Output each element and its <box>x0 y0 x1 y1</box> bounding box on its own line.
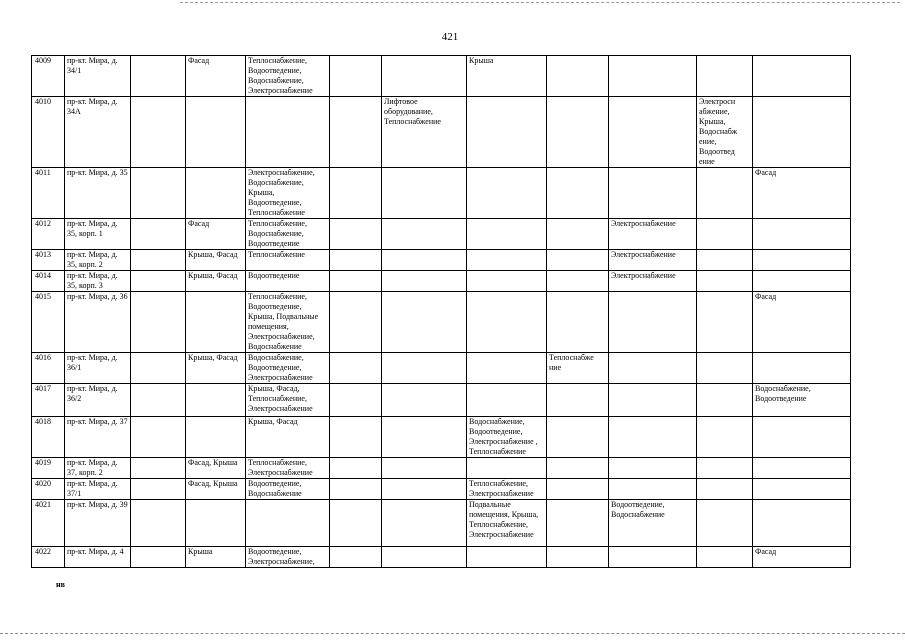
work-col-6-cell <box>382 458 467 479</box>
work-col-3-cell: Фасад, Крыша <box>186 458 246 479</box>
work-col-6-cell <box>382 417 467 458</box>
work-col-8-cell <box>547 292 609 353</box>
address-cell: пр-кт. Мира, д. 36/1 <box>65 353 131 384</box>
row-number-cell: 4018 <box>32 417 65 458</box>
repair-schedule-table <box>31 55 851 568</box>
work-col-2-cell <box>131 292 186 353</box>
work-col-3-cell: Крыша, Фасад <box>186 353 246 384</box>
table-row <box>32 500 851 547</box>
work-col-3-cell: Фасад <box>186 56 246 97</box>
work-col-3-cell: Крыша, Фасад <box>186 250 246 271</box>
work-col-9-cell <box>609 384 697 417</box>
row-number-cell: 4019 <box>32 458 65 479</box>
work-col-6-cell <box>382 219 467 250</box>
table-row <box>32 479 851 500</box>
work-col-4-cell: Теплоснабжение, Водоотведение, Крыша, Подвальные помещения, Электроснабжение, Водоснабжение <box>246 292 330 353</box>
work-col-3-cell <box>186 384 246 417</box>
row-number-cell: 4009 <box>32 56 65 97</box>
work-col-7-cell <box>467 250 547 271</box>
work-col-9-cell: Электроснабжение <box>609 250 697 271</box>
work-col-3-cell: Крыша, Фасад <box>186 271 246 292</box>
table-row <box>32 384 851 417</box>
work-col-11-cell <box>753 479 851 500</box>
work-col-11-cell <box>753 97 851 168</box>
work-col-4-cell: Крыша, Фасад, Теплоснабжение, Электроснабжение <box>246 384 330 417</box>
row-number-cell: 4010 <box>32 97 65 168</box>
work-col-8-cell <box>547 384 609 417</box>
work-col-2-cell <box>131 168 186 219</box>
address-cell: пр-кт. Мира, д. 34/1 <box>65 56 131 97</box>
address-cell: пр-кт. Мира, д. 35, корп. 1 <box>65 219 131 250</box>
work-col-4-cell <box>246 500 330 547</box>
row-number-cell: 4021 <box>32 500 65 547</box>
table-row <box>32 56 851 97</box>
work-col-2-cell <box>131 271 186 292</box>
work-col-2-cell <box>131 458 186 479</box>
work-col-9-cell <box>609 168 697 219</box>
work-col-8-cell <box>547 458 609 479</box>
work-col-4-cell <box>246 97 330 168</box>
work-col-4-cell: Теплоснабжение, Электроснабжение <box>246 458 330 479</box>
work-col-10-cell <box>697 219 753 250</box>
work-col-4-cell: Теплоснабжение <box>246 250 330 271</box>
work-col-10-cell <box>697 292 753 353</box>
work-col-11-cell: Фасад <box>753 292 851 353</box>
work-col-2-cell <box>131 219 186 250</box>
work-col-11-cell <box>753 417 851 458</box>
work-col-2-cell <box>131 479 186 500</box>
address-cell: пр-кт. Мира, д. 37, корп. 2 <box>65 458 131 479</box>
work-col-8-cell: Теплоснабже ние <box>547 353 609 384</box>
table-row <box>32 417 851 458</box>
address-cell: пр-кт. Мира, д. 37/1 <box>65 479 131 500</box>
work-col-8-cell <box>547 479 609 500</box>
work-col-4-cell: Электроснабжение, Водоснабжение, Крыша, Водоотведение, Теплоснабжение <box>246 168 330 219</box>
work-col-9-cell: Электроснабжение <box>609 219 697 250</box>
work-col-5-cell <box>330 219 382 250</box>
work-col-10-cell <box>697 56 753 97</box>
work-col-8-cell <box>547 271 609 292</box>
work-col-5-cell <box>330 500 382 547</box>
table-row <box>32 97 851 168</box>
work-col-8-cell <box>547 250 609 271</box>
work-col-5-cell <box>330 384 382 417</box>
work-col-5-cell <box>330 479 382 500</box>
address-cell: пр-кт. Мира, д. 35 <box>65 168 131 219</box>
work-col-10-cell <box>697 168 753 219</box>
work-col-3-cell <box>186 97 246 168</box>
scan-artifact-top <box>180 2 900 3</box>
work-col-4-cell: Водоотведение, Электроснабжение, <box>246 547 330 568</box>
row-number-cell: 4014 <box>32 271 65 292</box>
work-col-3-cell: Фасад <box>186 219 246 250</box>
row-number-cell: 4013 <box>32 250 65 271</box>
work-col-7-cell: Подвальные помещения, Крыша, Теплоснабжение, Электроснабжение <box>467 500 547 547</box>
work-col-6-cell <box>382 353 467 384</box>
work-col-6-cell <box>382 547 467 568</box>
work-col-8-cell <box>547 417 609 458</box>
work-col-7-cell <box>467 353 547 384</box>
address-cell: пр-кт. Мира, д. 35, корп. 3 <box>65 271 131 292</box>
table-row <box>32 353 851 384</box>
work-col-10-cell <box>697 417 753 458</box>
work-col-11-cell <box>753 250 851 271</box>
work-col-5-cell <box>330 417 382 458</box>
work-col-6-cell <box>382 271 467 292</box>
work-col-8-cell <box>547 168 609 219</box>
work-col-8-cell <box>547 219 609 250</box>
work-col-4-cell: Теплоснабжение, Водоотведение, Водоснабжение, Электроснабжение <box>246 56 330 97</box>
work-col-5-cell <box>330 292 382 353</box>
address-cell: пр-кт. Мира, д. 34А <box>65 97 131 168</box>
work-col-6-cell <box>382 292 467 353</box>
work-col-9-cell: Водоотведение, Водоснабжение <box>609 500 697 547</box>
table-row <box>32 458 851 479</box>
work-col-9-cell <box>609 292 697 353</box>
work-col-5-cell <box>330 97 382 168</box>
address-cell: пр-кт. Мира, д. 36/2 <box>65 384 131 417</box>
work-col-2-cell <box>131 353 186 384</box>
work-col-6-cell <box>382 56 467 97</box>
work-col-7-cell <box>467 97 547 168</box>
work-col-10-cell <box>697 384 753 417</box>
work-col-5-cell <box>330 271 382 292</box>
table-row <box>32 271 851 292</box>
work-col-7-cell <box>467 219 547 250</box>
work-col-9-cell: Электроснабжение <box>609 271 697 292</box>
row-number-cell: 4011 <box>32 168 65 219</box>
work-col-3-cell <box>186 500 246 547</box>
work-col-2-cell <box>131 417 186 458</box>
table-row <box>32 168 851 219</box>
work-col-4-cell: Водоотведение <box>246 271 330 292</box>
work-col-2-cell <box>131 97 186 168</box>
work-col-10-cell <box>697 271 753 292</box>
work-col-5-cell <box>330 250 382 271</box>
table-row <box>32 292 851 353</box>
work-col-2-cell <box>131 250 186 271</box>
work-col-6-cell <box>382 384 467 417</box>
work-col-11-cell <box>753 500 851 547</box>
table-row <box>32 219 851 250</box>
row-number-cell: 4020 <box>32 479 65 500</box>
work-col-8-cell <box>547 56 609 97</box>
address-cell: пр-кт. Мира, д. 4 <box>65 547 131 568</box>
scan-artifact-bottom <box>0 633 905 634</box>
work-col-7-cell <box>467 292 547 353</box>
work-col-7-cell: Крыша <box>467 56 547 97</box>
work-col-7-cell <box>467 547 547 568</box>
work-col-9-cell <box>609 547 697 568</box>
work-col-9-cell <box>609 479 697 500</box>
work-col-10-cell <box>697 500 753 547</box>
work-col-3-cell <box>186 417 246 458</box>
work-col-11-cell <box>753 219 851 250</box>
work-col-5-cell <box>330 168 382 219</box>
table-row <box>32 250 851 271</box>
work-col-2-cell <box>131 384 186 417</box>
work-col-2-cell <box>131 547 186 568</box>
work-col-11-cell <box>753 458 851 479</box>
work-col-10-cell <box>697 250 753 271</box>
work-col-10-cell <box>697 458 753 479</box>
work-col-4-cell: Крыша, Фасад <box>246 417 330 458</box>
work-col-4-cell: Водоснабжение, Водоотведение, Электроснабжение <box>246 353 330 384</box>
work-col-7-cell: Теплоснабжение, Электроснабжение <box>467 479 547 500</box>
work-col-5-cell <box>330 547 382 568</box>
row-number-cell: 4017 <box>32 384 65 417</box>
row-number-cell: 4022 <box>32 547 65 568</box>
work-col-7-cell <box>467 458 547 479</box>
work-col-9-cell <box>609 97 697 168</box>
work-col-6-cell <box>382 479 467 500</box>
work-col-5-cell <box>330 56 382 97</box>
work-col-9-cell <box>609 353 697 384</box>
work-col-11-cell <box>753 353 851 384</box>
row-number-cell: 4015 <box>32 292 65 353</box>
work-col-3-cell: Фасад, Крыша <box>186 479 246 500</box>
work-col-7-cell: Водоснабжение, Водоотведение, Электроснабжение , Теплоснабжение <box>467 417 547 458</box>
work-col-6-cell: Лифтовое оборудование, Теплоснабжение <box>382 97 467 168</box>
work-col-6-cell <box>382 500 467 547</box>
work-col-10-cell: Электросн абжение, Крыша, Водоснабж ение, Водоотвед ение <box>697 97 753 168</box>
work-col-9-cell <box>609 458 697 479</box>
address-cell: пр-кт. Мира, д. 35, корп. 2 <box>65 250 131 271</box>
work-col-8-cell <box>547 500 609 547</box>
work-col-3-cell: Крыша <box>186 547 246 568</box>
work-col-9-cell <box>609 56 697 97</box>
row-number-cell: 4016 <box>32 353 65 384</box>
work-col-4-cell: Водоотведение, Водоснабжение <box>246 479 330 500</box>
work-col-10-cell <box>697 353 753 384</box>
work-col-2-cell <box>131 500 186 547</box>
work-col-11-cell <box>753 271 851 292</box>
work-col-4-cell: Теплоснабжение, Водоснабжение, Водоотведение <box>246 219 330 250</box>
work-col-7-cell <box>467 384 547 417</box>
work-col-5-cell <box>330 353 382 384</box>
footer-mark: нв <box>56 580 65 589</box>
work-col-8-cell <box>547 97 609 168</box>
work-col-9-cell <box>609 417 697 458</box>
work-col-6-cell <box>382 168 467 219</box>
work-col-6-cell <box>382 250 467 271</box>
work-col-3-cell <box>186 292 246 353</box>
address-cell: пр-кт. Мира, д. 37 <box>65 417 131 458</box>
work-col-11-cell: Фасад <box>753 547 851 568</box>
work-col-11-cell: Водоснабжение, Водоотведение <box>753 384 851 417</box>
table-row <box>32 547 851 568</box>
work-col-7-cell <box>467 271 547 292</box>
work-col-3-cell <box>186 168 246 219</box>
work-col-10-cell <box>697 547 753 568</box>
work-col-11-cell <box>753 56 851 97</box>
work-col-5-cell <box>330 458 382 479</box>
work-col-11-cell: Фасад <box>753 168 851 219</box>
page-number: 421 <box>441 31 459 43</box>
address-cell: пр-кт. Мира, д. 36 <box>65 292 131 353</box>
row-number-cell: 4012 <box>32 219 65 250</box>
address-cell: пр-кт. Мира, д. 39 <box>65 500 131 547</box>
work-col-10-cell <box>697 479 753 500</box>
work-col-2-cell <box>131 56 186 97</box>
work-col-8-cell <box>547 547 609 568</box>
work-col-7-cell <box>467 168 547 219</box>
